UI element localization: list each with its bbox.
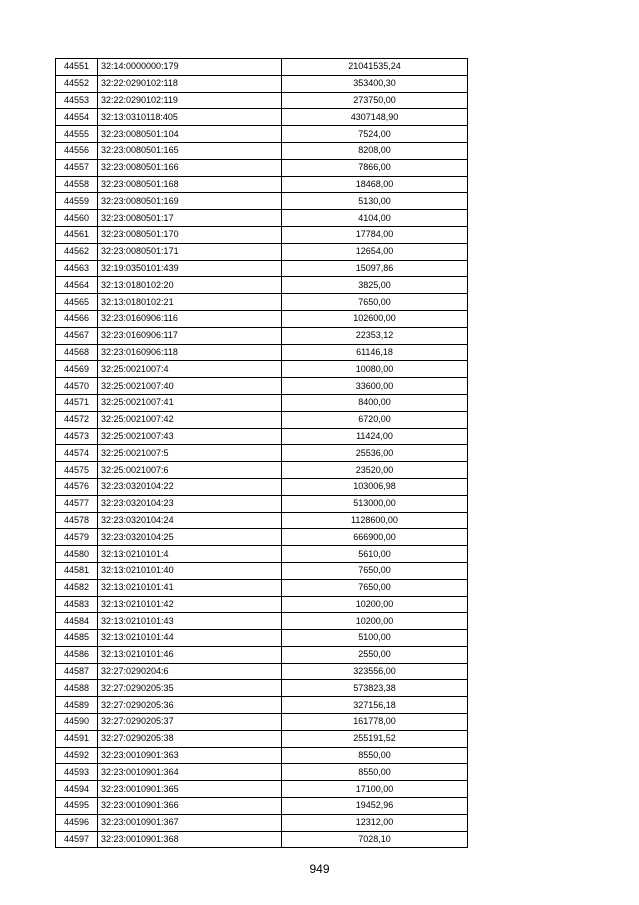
table-row (56, 126, 468, 143)
cadastral-number: 32:13:0210101:44 (98, 630, 282, 647)
row-number: 44593 (56, 764, 98, 781)
row-number: 44573 (56, 428, 98, 445)
cadastral-value: 19452,96 (282, 798, 468, 815)
table-row (56, 59, 468, 76)
row-number: 44589 (56, 697, 98, 714)
row-number: 44594 (56, 781, 98, 798)
cadastral-number: 32:23:0010901:368 (98, 831, 282, 848)
cadastral-number: 32:23:0320104:24 (98, 512, 282, 529)
row-number: 44597 (56, 831, 98, 848)
table-row (56, 142, 468, 159)
row-number: 44565 (56, 294, 98, 311)
cadastral-value: 17784,00 (282, 226, 468, 243)
cadastral-value: 3825,00 (282, 277, 468, 294)
cadastral-number: 32:23:0080501:170 (98, 226, 282, 243)
table-row (56, 277, 468, 294)
cadastral-number: 32:22:0290102:118 (98, 75, 282, 92)
row-number: 44575 (56, 462, 98, 479)
cadastral-number: 32:23:0320104:23 (98, 495, 282, 512)
cadastral-value: 161778,00 (282, 714, 468, 731)
table-row (56, 529, 468, 546)
row-number: 44576 (56, 478, 98, 495)
cadastral-number: 32:23:0010901:366 (98, 798, 282, 815)
row-number: 44582 (56, 579, 98, 596)
cadastral-value: 353400,30 (282, 75, 468, 92)
cadastral-value: 7524,00 (282, 126, 468, 143)
table-row (56, 193, 468, 210)
cadastral-value: 273750,00 (282, 92, 468, 109)
cadastral-number: 32:23:0080501:104 (98, 126, 282, 143)
table-row (56, 630, 468, 647)
table-row (56, 747, 468, 764)
cadastral-value: 323556,00 (282, 663, 468, 680)
table-row (56, 378, 468, 395)
cadastral-value: 4104,00 (282, 210, 468, 227)
row-number: 44572 (56, 411, 98, 428)
table-row (56, 562, 468, 579)
cadastral-value: 513000,00 (282, 495, 468, 512)
cadastral-number: 32:25:0021007:6 (98, 462, 282, 479)
cadastral-value: 102600,00 (282, 310, 468, 327)
table-row (56, 697, 468, 714)
cadastral-number: 32:23:0320104:22 (98, 478, 282, 495)
table-row (56, 831, 468, 848)
cadastral-value: 7650,00 (282, 562, 468, 579)
cadastral-value: 7650,00 (282, 579, 468, 596)
table-row (56, 646, 468, 663)
cadastral-number: 32:25:0021007:43 (98, 428, 282, 445)
cadastral-value: 103006,98 (282, 478, 468, 495)
row-number: 44578 (56, 512, 98, 529)
row-number: 44580 (56, 546, 98, 563)
cadastral-number: 32:23:0160906:116 (98, 310, 282, 327)
cadastral-number: 32:23:0080501:166 (98, 159, 282, 176)
table-row (56, 159, 468, 176)
row-number: 44570 (56, 378, 98, 395)
cadastral-number: 32:23:0010901:367 (98, 814, 282, 831)
cadastral-value: 8208,00 (282, 142, 468, 159)
cadastral-number: 32:13:0210101:4 (98, 546, 282, 563)
cadastral-value: 666900,00 (282, 529, 468, 546)
cadastral-value: 7866,00 (282, 159, 468, 176)
cadastral-number: 32:13:0210101:42 (98, 596, 282, 613)
cadastral-number: 32:13:0310118:405 (98, 109, 282, 126)
row-number: 44583 (56, 596, 98, 613)
row-number: 44557 (56, 159, 98, 176)
table-row (56, 462, 468, 479)
row-number: 44584 (56, 613, 98, 630)
cadastral-value: 10080,00 (282, 361, 468, 378)
cadastral-value: 5100,00 (282, 630, 468, 647)
cadastral-value: 4307148,90 (282, 109, 468, 126)
cadastral-number: 32:23:0080501:168 (98, 176, 282, 193)
cadastral-number: 32:25:0021007:4 (98, 361, 282, 378)
row-number: 44574 (56, 445, 98, 462)
row-number: 44579 (56, 529, 98, 546)
cadastral-number: 32:23:0320104:25 (98, 529, 282, 546)
cadastral-number: 32:23:0010901:364 (98, 764, 282, 781)
row-number: 44568 (56, 344, 98, 361)
cadastral-value: 15097,86 (282, 260, 468, 277)
cadastral-value: 61146,18 (282, 344, 468, 361)
table-row (56, 714, 468, 731)
cadastral-value: 21041535,24 (282, 59, 468, 76)
table-row (56, 478, 468, 495)
row-number: 44552 (56, 75, 98, 92)
cadastral-value: 12312,00 (282, 814, 468, 831)
page-number: 949 (309, 862, 330, 876)
cadastral-number: 32:23:0010901:363 (98, 747, 282, 764)
table-row (56, 243, 468, 260)
table-row (56, 764, 468, 781)
table-body (56, 59, 468, 848)
cadastral-number: 32:23:0160906:117 (98, 327, 282, 344)
row-number: 44556 (56, 142, 98, 159)
table-row (56, 92, 468, 109)
cadastral-number: 32:25:0021007:5 (98, 445, 282, 462)
cadastral-number: 32:23:0080501:171 (98, 243, 282, 260)
cadastral-number: 32:25:0021007:40 (98, 378, 282, 395)
table-row (56, 781, 468, 798)
row-number: 44554 (56, 109, 98, 126)
cadastral-value: 5130,00 (282, 193, 468, 210)
cadastral-number: 32:27:0290205:36 (98, 697, 282, 714)
cadastral-number: 32:25:0021007:42 (98, 411, 282, 428)
table-row (56, 663, 468, 680)
table-row (56, 226, 468, 243)
cadastral-value: 8550,00 (282, 764, 468, 781)
cadastral-number: 32:13:0210101:46 (98, 646, 282, 663)
table-row (56, 327, 468, 344)
row-number: 44558 (56, 176, 98, 193)
table-row (56, 428, 468, 445)
cadastral-number: 32:27:0290205:37 (98, 714, 282, 731)
cadastral-value: 25536,00 (282, 445, 468, 462)
cadastral-value: 12654,00 (282, 243, 468, 260)
row-number: 44571 (56, 394, 98, 411)
table-row (56, 596, 468, 613)
row-number: 44587 (56, 663, 98, 680)
cadastral-number: 32:23:0010901:365 (98, 781, 282, 798)
row-number: 44566 (56, 310, 98, 327)
row-number: 44581 (56, 562, 98, 579)
row-number: 44592 (56, 747, 98, 764)
cadastral-number: 32:23:0080501:17 (98, 210, 282, 227)
table-row (56, 546, 468, 563)
row-number: 44577 (56, 495, 98, 512)
row-number: 44564 (56, 277, 98, 294)
cadastral-number: 32:13:0210101:40 (98, 562, 282, 579)
table-row (56, 310, 468, 327)
cadastral-value: 17100,00 (282, 781, 468, 798)
table-row (56, 394, 468, 411)
cadastral-value: 10200,00 (282, 613, 468, 630)
cadastral-number: 32:13:0210101:41 (98, 579, 282, 596)
cadastral-value: 1128600,00 (282, 512, 468, 529)
cadastral-value: 23520,00 (282, 462, 468, 479)
table-row (56, 579, 468, 596)
row-number: 44595 (56, 798, 98, 815)
row-number: 44553 (56, 92, 98, 109)
table-row (56, 814, 468, 831)
cadastral-value: 2550,00 (282, 646, 468, 663)
cadastral-value: 33600,00 (282, 378, 468, 395)
row-number: 44586 (56, 646, 98, 663)
cadastral-value: 327156,18 (282, 697, 468, 714)
cadastral-number: 32:23:0080501:169 (98, 193, 282, 210)
row-number: 44569 (56, 361, 98, 378)
row-number: 44561 (56, 226, 98, 243)
table-row (56, 730, 468, 747)
cadastral-number: 32:13:0180102:20 (98, 277, 282, 294)
cadastral-value: 22353,12 (282, 327, 468, 344)
row-number: 44562 (56, 243, 98, 260)
cadastral-value: 10200,00 (282, 596, 468, 613)
table-row (56, 75, 468, 92)
cadastral-number: 32:27:0290205:38 (98, 730, 282, 747)
table-row (56, 680, 468, 697)
cadastral-number: 32:13:0210101:43 (98, 613, 282, 630)
cadastral-value: 6720,00 (282, 411, 468, 428)
row-number: 44567 (56, 327, 98, 344)
table-row (56, 445, 468, 462)
cadastral-value: 8400,00 (282, 394, 468, 411)
row-number: 44559 (56, 193, 98, 210)
cadastral-value: 8550,00 (282, 747, 468, 764)
row-number: 44555 (56, 126, 98, 143)
row-number: 44551 (56, 59, 98, 76)
cadastral-value: 573823,38 (282, 680, 468, 697)
cadastral-number: 32:25:0021007:41 (98, 394, 282, 411)
table-row (56, 210, 468, 227)
row-number: 44585 (56, 630, 98, 647)
table-row (56, 176, 468, 193)
row-number: 44560 (56, 210, 98, 227)
table-row (56, 411, 468, 428)
cadastral-number: 32:19:0350101:439 (98, 260, 282, 277)
cadastral-value: 7028,10 (282, 831, 468, 848)
cadastral-value: 5610,00 (282, 546, 468, 563)
table-row (56, 613, 468, 630)
table-row (56, 798, 468, 815)
cadastral-number: 32:14:0000000:179 (98, 59, 282, 76)
table-row (56, 109, 468, 126)
table-row (56, 361, 468, 378)
cadastral-value: 11424,00 (282, 428, 468, 445)
row-number: 44591 (56, 730, 98, 747)
table-row (56, 495, 468, 512)
row-number: 44563 (56, 260, 98, 277)
table-row (56, 344, 468, 361)
row-number: 44590 (56, 714, 98, 731)
cadastral-value: 18468,00 (282, 176, 468, 193)
cadastral-number: 32:13:0180102:21 (98, 294, 282, 311)
cadastral-number: 32:23:0080501:165 (98, 142, 282, 159)
table-row (56, 260, 468, 277)
cadastral-value: 7650,00 (282, 294, 468, 311)
table-row (56, 512, 468, 529)
cadastral-number: 32:23:0160906:118 (98, 344, 282, 361)
cadastral-number: 32:22:0290102:119 (98, 92, 282, 109)
cadastral-number: 32:27:0290204:6 (98, 663, 282, 680)
table-row (56, 294, 468, 311)
cadastral-number: 32:27:0290205:35 (98, 680, 282, 697)
row-number: 44596 (56, 814, 98, 831)
cadastral-table (55, 58, 468, 848)
row-number: 44588 (56, 680, 98, 697)
cadastral-value: 255191,52 (282, 730, 468, 747)
